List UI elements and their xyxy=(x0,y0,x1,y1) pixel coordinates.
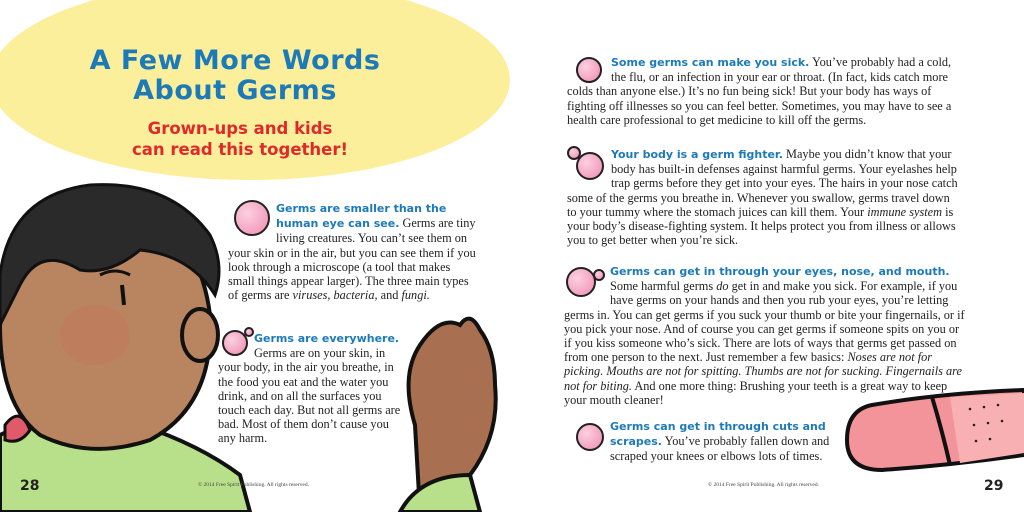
copyright: © 2014 Free Spirit Publishing. All rights reserved. xyxy=(198,482,309,488)
bandage-illustration xyxy=(842,385,1024,480)
paragraph-germs-smaller: Germs are smaller than the human eye can see. Germs are tiny living creatures. You can’t see them on your skin or in the air, but you can see them if you look through a microscope (a tool that makes small things appear larger). The three main types of germs are viruses, bacteria, and fungi. xyxy=(228,202,476,303)
paragraph-germ-fighter: Your body is a germ fighter. Maybe you didn’t know that your body has built-in defenses against harmful germs. Your eyelashes help trap germs before they get into your eyes. The hairs in your nose catch some of the germs you breathe in. Whenever you swallow, germs travel down to your tummy where the stomach juices can kill them. Your immune system is your body’s disease-fighting system. It helps protect you from illness or allows you to get better when you’re sick. xyxy=(567,147,958,248)
paragraph-cuts-scrapes: Germs can get in through cuts and scrapes. You’ve probably fallen down and scraped your knees or elbows lots of times. xyxy=(610,420,830,464)
germ-icon xyxy=(576,423,604,451)
page-title: A Few More Words About Germs xyxy=(89,45,381,106)
paragraph-germs-everywhere: Germs are everywhere. Germs are on your skin, in your body, in the air you breathe, in the food you eat and the water you drink, and on all the surfaces you touch each day. But not all germs are bad. Most of them don’t cause you any harm. xyxy=(218,332,401,446)
right-page xyxy=(512,0,1024,512)
paragraph-eyes-nose-mouth: Germs can get in through your eyes, nose, and mouth. Some harmful germs do get in and make you sick. For example, if you have germs on your hands and then you rub your eyes, you’re letting germs in. You can get germs if you suck your thumb or bite your fingernails, or if you pick your nose. And of course you can get germs if someone spits on you or if you kiss someone who’s sick. There are lots of ways that germs get passed on from one person to the next. Just remember a few basics: Noses are not for picking. Mouths are not for spitting. Thumbs are not for sucking. Fingernails are not for biting. And one more thing: Brushing your teeth is a great way to keep your mouth cleaner! xyxy=(564,265,965,407)
boy-cheek xyxy=(60,305,130,365)
page-subtitle: Grown-ups and kids can read this together! xyxy=(132,119,348,159)
boy-sleeve xyxy=(400,475,480,512)
page-number: 29 xyxy=(984,478,1004,494)
paragraph-germs-sick: Some germs can make you sick. You’ve probably had a cold, the flu, or an infection in your ear or throat. (In fact, kids catch more colds than anyone else.) It’s no fun being sick! But your body has ways of fighting off illnesses so you can feel better. Sometimes, you may have to see a health care professional to get medicine to kill off the germs. xyxy=(567,55,952,127)
boy-eye xyxy=(122,285,124,305)
copyright: © 2014 Free Spirit Publishing. All rights reserved. xyxy=(708,482,819,488)
page-number: 28 xyxy=(20,478,40,494)
boy-ear xyxy=(182,309,218,361)
